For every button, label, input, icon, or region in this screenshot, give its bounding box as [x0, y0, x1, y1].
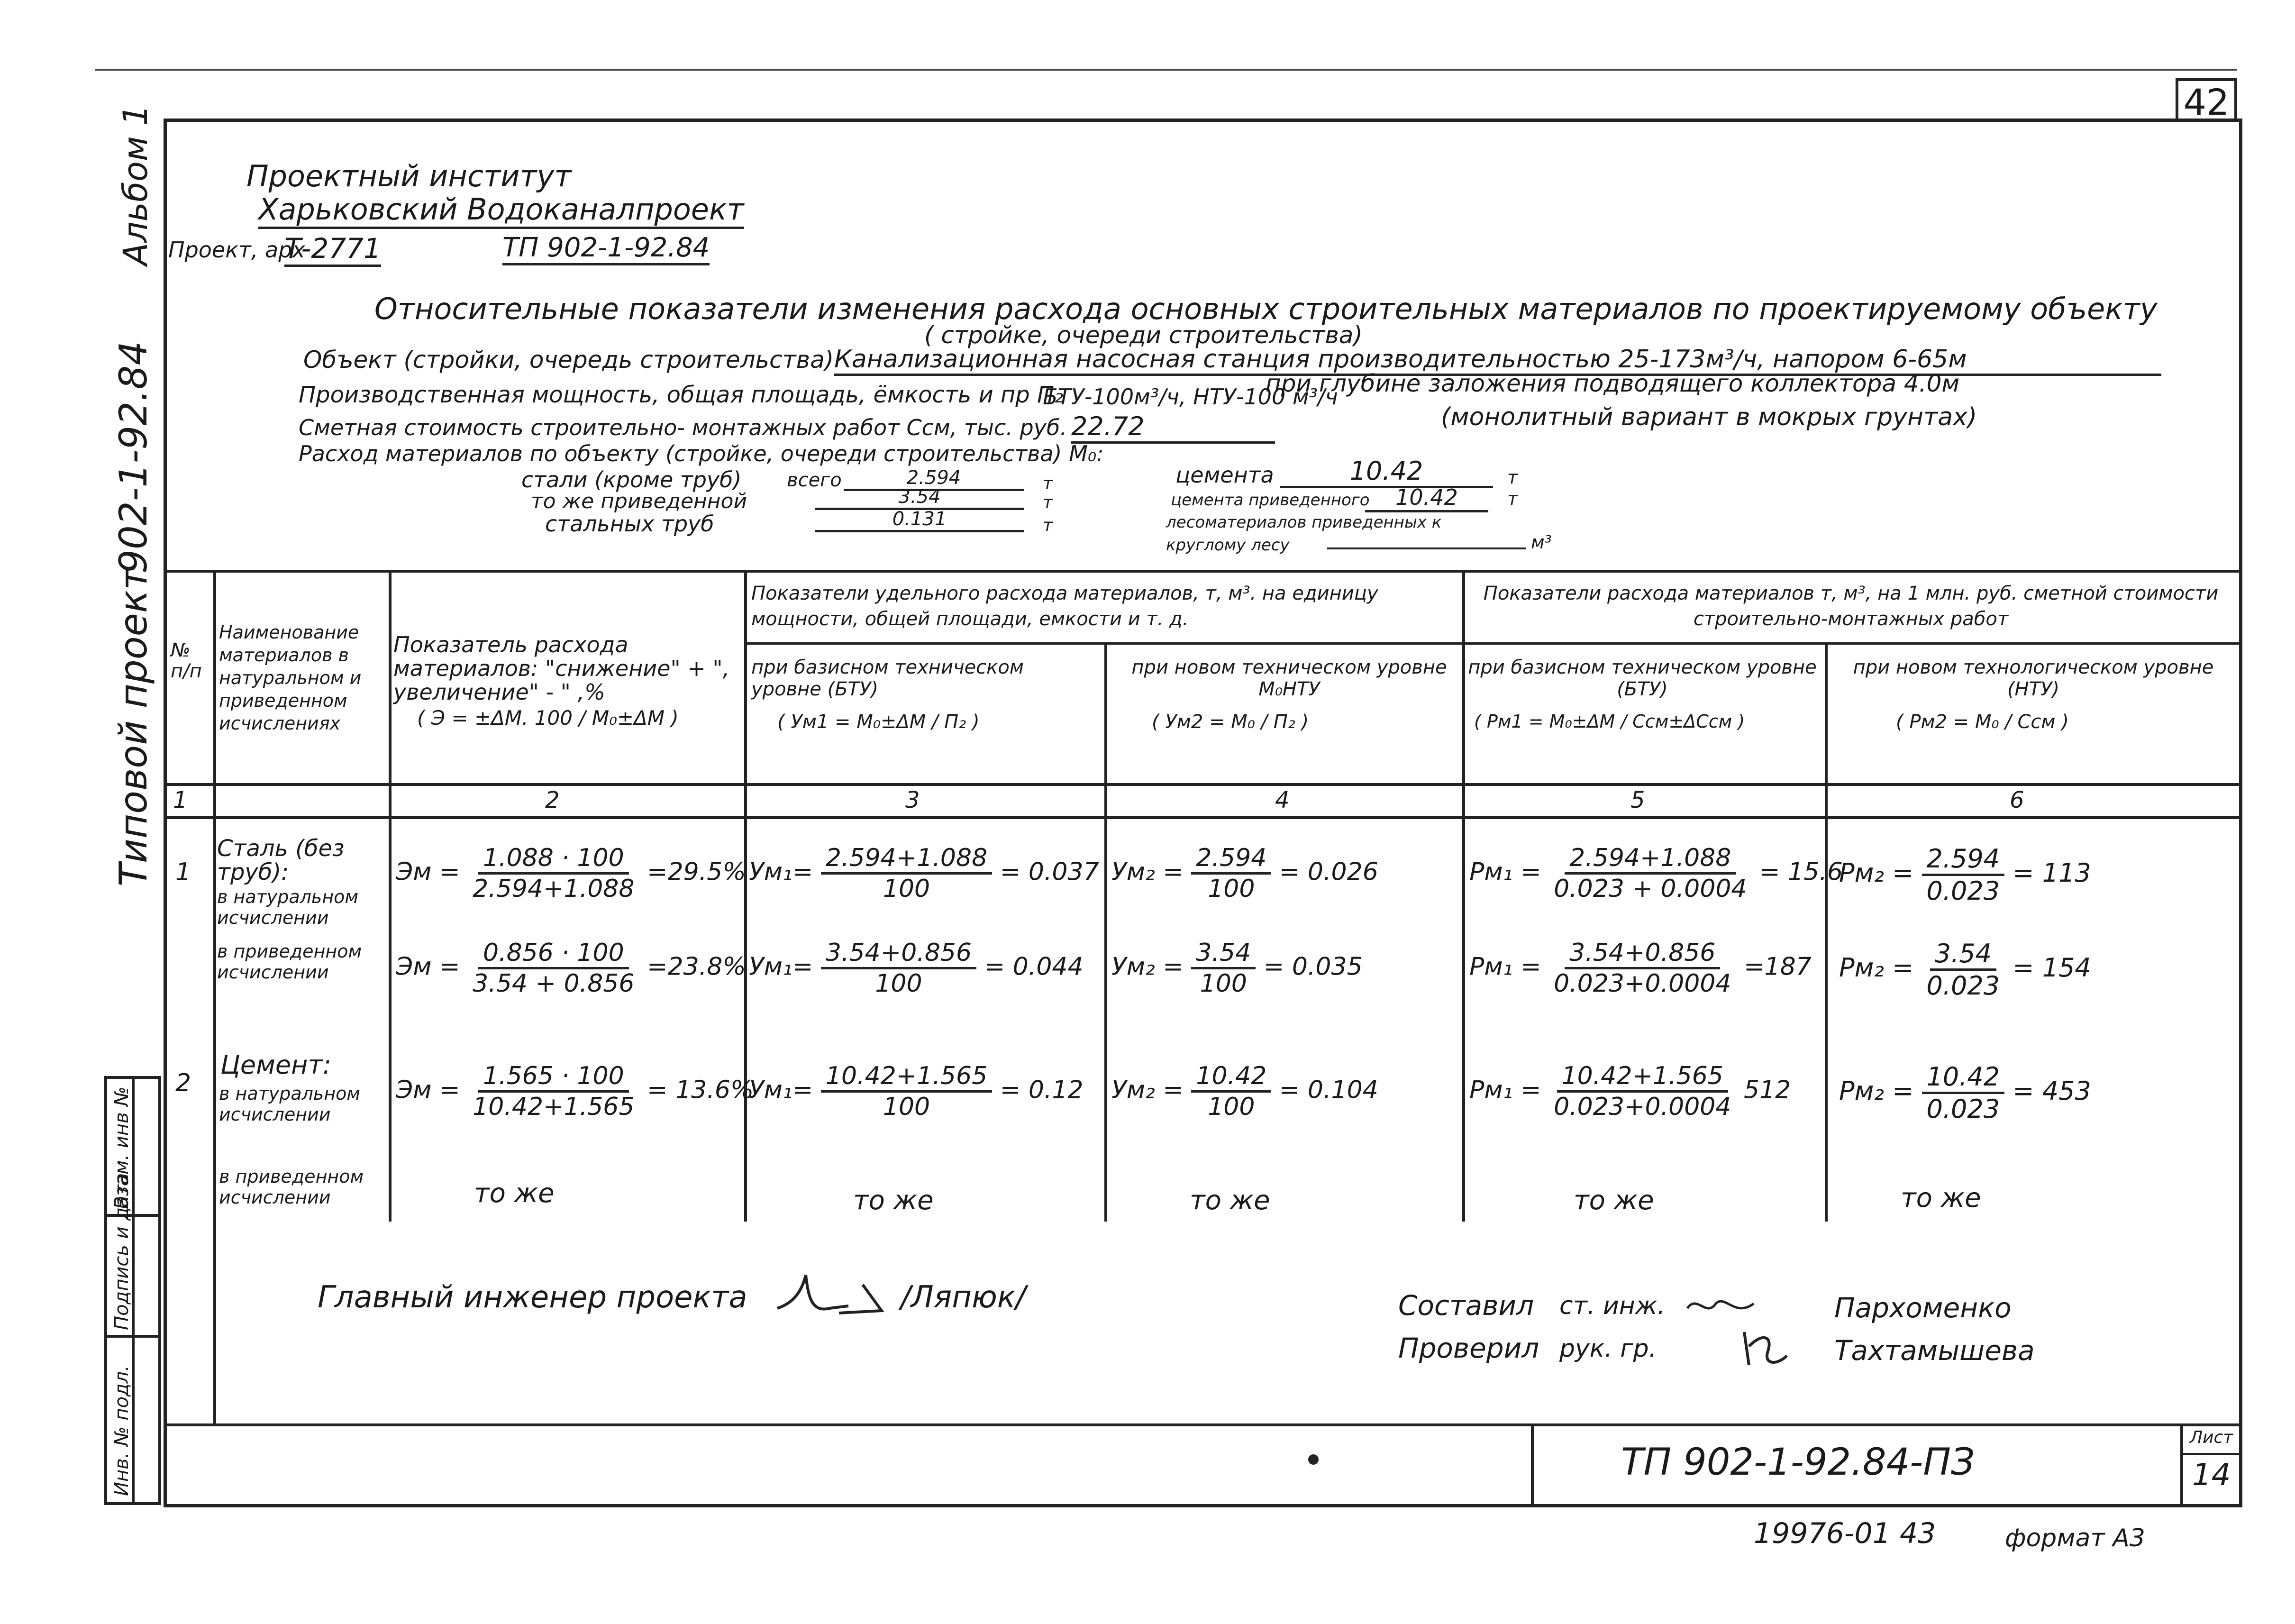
- p1-formula: [1469, 844, 1843, 903]
- y1-fraction: [821, 1062, 992, 1121]
- th-num: № п/п: [171, 639, 202, 682]
- e-symbol: Эм =: [396, 952, 460, 981]
- p1-numerator: 3.54+0.856: [1565, 939, 1720, 969]
- p2-fraction: [1922, 844, 2005, 906]
- y1-symbol: Ум₁=: [749, 858, 813, 886]
- project-tp: ТП 902-1-92.84: [502, 232, 710, 265]
- p2-symbol: Рм₂ =: [1839, 953, 1914, 983]
- th-col5: при новом техническом уровне М₀НТУ: [1131, 657, 1447, 700]
- y2-fraction: [1191, 1062, 1271, 1121]
- stamp-label-inv: Инв. № подл.: [111, 1365, 133, 1496]
- th-col5-formula: ( Ум2 = М₀ / П₂ ): [1152, 711, 1309, 733]
- checked-name: Тахтамышева: [1834, 1334, 2035, 1367]
- p2-numerator: 3.54: [1930, 939, 1996, 971]
- pipes-label: стальных труб: [545, 511, 714, 537]
- object-value2: при глубине заложения подводящего коллектора 4.0м: [1266, 370, 1960, 397]
- sheet-number-top: 42: [2176, 78, 2237, 121]
- e-result: =29.5%: [647, 858, 746, 886]
- p2-fraction: [1922, 939, 2005, 1001]
- y1-numerator: 3.54+0.856: [821, 939, 976, 969]
- y2-result: = 0.026: [1279, 858, 1378, 886]
- variant-note: (монолитный вариант в мокрых грунтах): [1441, 403, 1977, 431]
- colnum-3: 3: [905, 787, 920, 813]
- cement-reduced-label: цемента приведенного: [1171, 491, 1370, 510]
- p1-numerator: 2.594+1.088: [1565, 844, 1736, 875]
- same-as-above-p1: то же: [1574, 1185, 1654, 1216]
- footer-sheet-sep: [2180, 1453, 2242, 1455]
- pipes-unit: т: [1043, 516, 1053, 535]
- side-typical: Типовой проект: [111, 568, 155, 886]
- estimate-value: 22.72: [1071, 411, 1275, 444]
- order-number: 19976-01 43: [1754, 1517, 1936, 1550]
- y2-symbol: Ум₂ =: [1111, 952, 1184, 981]
- p2-result: = 154: [2013, 953, 2091, 983]
- y1-symbol: Ум₁=: [749, 952, 813, 981]
- checked-role: рук. гр.: [1559, 1334, 1657, 1363]
- cement-reduced-unit: т: [1507, 488, 1518, 509]
- p1-result: = 15.6: [1759, 858, 1843, 886]
- cement-reduced-value: 10.42: [1365, 484, 1488, 512]
- consumption-label: Расход материалов по объекту (стройке, очереди строительства) М₀:: [299, 441, 1104, 466]
- paper-format: формат А3: [2005, 1524, 2145, 1552]
- colnum-1: 1: [173, 787, 188, 813]
- th-group2: Показатели расхода материалов т, м³, на 1 млн. руб. сметной стоимости строительно-монтажных работ: [1483, 583, 2219, 630]
- y1-formula: [749, 939, 1084, 998]
- y1-result: = 0.12: [1000, 1076, 1084, 1104]
- e-numerator: 0.856 · 100: [478, 939, 629, 969]
- timber-label: лесоматериалов приведенных к круглому лесу: [1166, 513, 1442, 555]
- footer-sep-1: [1531, 1423, 1534, 1507]
- p2-numerator: 2.594: [1922, 844, 2005, 876]
- p2-result: = 113: [2013, 858, 2091, 888]
- e-fraction: [468, 939, 639, 998]
- y1-fraction: [821, 939, 976, 998]
- e-fraction: [468, 844, 639, 903]
- y1-numerator: 2.594+1.088: [821, 844, 992, 875]
- y2-formula: [1111, 939, 1363, 998]
- footer-sheet-label: Лист: [2190, 1428, 2233, 1447]
- col-sep-2: [389, 570, 392, 1222]
- same-as-above-p2: то же: [1901, 1183, 1981, 1213]
- p2-numerator: 10.42: [1922, 1062, 2005, 1094]
- e-result: = 13.6%: [647, 1076, 754, 1104]
- timber-unit: м³: [1531, 532, 1552, 553]
- row-name: Цемент:: [220, 1050, 332, 1080]
- compiled-name: Пархоменко: [1834, 1292, 2012, 1324]
- top-rule: [95, 69, 2237, 71]
- institute-line1: Проектный институт: [246, 159, 572, 193]
- y1-denominator: 100: [875, 969, 922, 998]
- stamp-label-replace: Взам. инв №: [111, 1086, 133, 1209]
- y2-formula: [1111, 1062, 1378, 1121]
- p2-formula: [1839, 1062, 2091, 1124]
- p2-denominator: 0.023: [1926, 1094, 2000, 1124]
- y2-result: = 0.104: [1279, 1076, 1378, 1104]
- side-album: Альбом 1: [116, 104, 155, 265]
- p2-denominator: 0.023: [1926, 971, 2000, 1001]
- th-col6-formula: ( Рм1 = М₀±ΔМ / Ссм±ΔСсм ): [1474, 711, 1745, 732]
- col-sep-5: [1462, 570, 1465, 1222]
- col-sep-1: [213, 570, 216, 1423]
- y2-symbol: Ум₂ =: [1111, 1076, 1184, 1104]
- chief-signature: [773, 1266, 896, 1327]
- compiled-label: Составил: [1398, 1289, 1534, 1322]
- footer-sheet-number: 14: [2192, 1458, 2231, 1493]
- p1-denominator: 0.023+0.0004: [1554, 1093, 1731, 1121]
- y2-fraction: [1191, 939, 1256, 998]
- p2-symbol: Рм₂ =: [1839, 1076, 1914, 1106]
- y2-numerator: 2.594: [1191, 844, 1271, 875]
- colnum-bottom-line: [164, 816, 2242, 819]
- chief-engineer-label: Главный инженер проекта: [318, 1280, 747, 1315]
- p2-formula: [1839, 939, 2091, 1001]
- y1-denominator: 100: [883, 1093, 930, 1121]
- e-result: =23.8%: [647, 952, 746, 981]
- th-group1: Показатели удельного расхода материалов, т, м³. на единицу мощности, общей площади, емкости и т. д.: [751, 583, 1378, 630]
- y2-fraction: [1191, 844, 1271, 903]
- table-bottom-line: [164, 1423, 2242, 1426]
- th-indicator: Показатель расхода материалов: "снижение" + ", увеличение" - " ,%: [393, 632, 730, 705]
- p2-formula: [1839, 844, 2091, 906]
- p2-symbol: Рм₂ =: [1839, 858, 1914, 888]
- e-formula: [396, 844, 746, 903]
- colnum-6: 6: [2010, 787, 2024, 813]
- e-denominator: 3.54 + 0.856: [473, 969, 635, 998]
- steel-total-label: всего: [787, 469, 842, 491]
- e-symbol: Эм =: [396, 1076, 460, 1104]
- capacity-label: Производственная мощность, общая площадь, ёмкость и пр П₂: [299, 382, 1064, 408]
- th-col7: при новом технологическом уровне (НТУ): [1853, 657, 2214, 700]
- y2-result: = 0.035: [1263, 952, 1363, 981]
- th-col7-formula: ( Рм2 = М₀ / Ссм ): [1896, 711, 2069, 733]
- e-formula: [396, 1062, 754, 1121]
- footer-sep-2: [2180, 1423, 2183, 1507]
- chief-engineer-name: /Ляпюк/: [901, 1280, 1026, 1315]
- e-denominator: 2.594+1.088: [473, 875, 635, 903]
- checked-label: Проверил: [1398, 1332, 1539, 1364]
- th-col4-formula: ( Ум1 = М₀±ΔМ / П₂ ): [777, 711, 980, 733]
- project-prefix: Проект, арх: [168, 237, 305, 263]
- row-name: в приведенном исчислении: [219, 1166, 364, 1208]
- stamp-label-sign: Подпись и дата: [111, 1173, 133, 1330]
- y2-formula: [1111, 844, 1378, 903]
- steel-total: 2.594: [844, 467, 1024, 491]
- e-symbol: Эм =: [396, 858, 460, 886]
- y2-numerator: 10.42: [1191, 1062, 1271, 1093]
- estimate-label: Сметная стоимость строительно- монтажных работ Ссм, тыс. руб.: [299, 415, 1067, 440]
- col-sep-4: [1104, 642, 1107, 1222]
- p1-symbol: Рм₁ =: [1469, 952, 1541, 981]
- e-fraction: [468, 1062, 639, 1121]
- cement-value: 10.42: [1280, 456, 1493, 488]
- e-numerator: 1.088 · 100: [478, 844, 629, 875]
- p1-fraction: [1549, 1062, 1736, 1121]
- p2-fraction: [1922, 1062, 2005, 1124]
- y1-result: = 0.037: [1000, 858, 1099, 886]
- p1-result: 512: [1743, 1076, 1791, 1104]
- p2-denominator: 0.023: [1926, 876, 2000, 906]
- p1-symbol: Рм₁ =: [1469, 1076, 1541, 1104]
- p1-fraction: [1549, 844, 1751, 903]
- e-formula: [396, 939, 746, 998]
- timber-underline: [1327, 547, 1526, 549]
- steel-reduced-unit: т: [1043, 493, 1053, 512]
- y1-denominator: 100: [883, 875, 930, 903]
- checked-signature: [1735, 1323, 1792, 1375]
- th-indicator-formula: ( Э = ±ΔМ. 100 / М₀±ΔМ ): [417, 706, 679, 730]
- project-arch: Т-2771: [284, 232, 381, 267]
- p1-formula: [1469, 1062, 1791, 1121]
- y1-symbol: Ум₁=: [749, 1076, 813, 1104]
- p2-result: = 453: [2013, 1076, 2091, 1106]
- y1-formula: [749, 844, 1099, 903]
- footer-doc-code: ТП 902-1-92.84-ПЗ: [1621, 1441, 1975, 1484]
- y1-numerator: 10.42+1.565: [821, 1062, 992, 1093]
- col-sep-6: [1825, 642, 1828, 1222]
- same-as-above-y2: то же: [1190, 1185, 1270, 1216]
- institute-line2: Харьковский Водоканалпроект: [258, 192, 744, 229]
- steel-total-unit: т: [1043, 474, 1053, 493]
- cement-unit: т: [1507, 467, 1518, 488]
- steel-reduced-label: то же приведенной: [531, 489, 747, 513]
- object-label: Объект (стройки, очередь строительства): [303, 346, 834, 374]
- inventory-stamp: [104, 1076, 161, 1505]
- p1-denominator: 0.023 + 0.0004: [1554, 875, 1747, 903]
- colnum-5: 5: [1630, 787, 1645, 813]
- subheader-line: [744, 642, 2242, 645]
- p1-result: =187: [1743, 952, 1812, 981]
- side-project-code: 902-1-92.84: [111, 341, 155, 574]
- row-name-sub: в натуральном исчислении: [219, 1083, 361, 1125]
- y1-formula: [749, 1062, 1084, 1121]
- y2-symbol: Ум₂ =: [1111, 858, 1184, 886]
- row-num: 2: [175, 1069, 191, 1097]
- p1-numerator: 10.42+1.565: [1557, 1062, 1728, 1093]
- th-material: Наименование материалов в натуральном и приведенном исчислениях: [219, 622, 362, 734]
- object-value: Канализационная насосная станция производительностью 25-173м³/ч, напором 6-65м: [834, 345, 2161, 376]
- p1-denominator: 0.023+0.0004: [1554, 969, 1731, 998]
- y1-fraction: [821, 844, 992, 903]
- cement-label: цемента: [1175, 462, 1274, 488]
- row-name: в приведенном исчислении: [217, 941, 362, 983]
- p1-fraction: [1549, 939, 1736, 998]
- doc-title-paren: ( стройке, очереди строительства): [924, 321, 1363, 349]
- y2-numerator: 3.54: [1191, 939, 1256, 969]
- compiled-role: ст. инж.: [1559, 1292, 1666, 1320]
- row-name-sub: в натуральном исчислении: [217, 886, 359, 928]
- e-numerator: 1.565 · 100: [478, 1062, 629, 1093]
- y2-denominator: 100: [1208, 1093, 1255, 1121]
- th-col6: при базисном техническом уровне (БТУ): [1468, 657, 1817, 700]
- p1-symbol: Рм₁ =: [1469, 858, 1541, 886]
- y2-denominator: 100: [1208, 875, 1255, 903]
- capacity-value: БТУ-100м³/ч, НТУ-100 м³/ч: [1043, 384, 1338, 410]
- row-name: Сталь (без труб):: [217, 835, 345, 885]
- table-top-border: [164, 570, 2242, 573]
- pipes-value: 0.131: [815, 508, 1024, 532]
- footer-dot: [1308, 1454, 1319, 1465]
- colnum-top-line: [164, 783, 2242, 786]
- doc-title: Относительные показатели изменения расхода основных строительных материалов по проектируемому объекту: [374, 292, 2158, 326]
- y1-result: = 0.044: [984, 952, 1084, 981]
- th-col4: при базисном техническом уровне (БТУ): [751, 657, 1024, 700]
- e-denominator: 10.42+1.565: [473, 1093, 635, 1121]
- steel-label: стали (кроме труб): [521, 467, 742, 493]
- same-as-above-y1: то же: [853, 1185, 934, 1216]
- colnum-2: 2: [545, 787, 560, 813]
- steel-reduced: 3.54: [815, 486, 1024, 510]
- p1-formula: [1469, 939, 1812, 998]
- row-num: 1: [175, 858, 191, 886]
- compiled-signature: [1683, 1289, 1758, 1327]
- y2-denominator: 100: [1200, 969, 1247, 998]
- colnum-4: 4: [1275, 787, 1290, 813]
- same-as-above-e: то же: [474, 1178, 555, 1209]
